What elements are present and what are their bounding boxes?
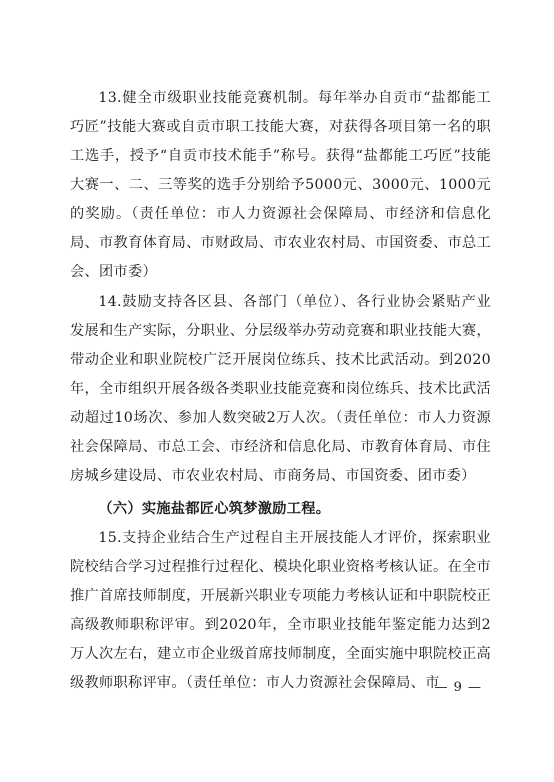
paragraph-13: 13.健全市级职业技能竞赛机制。每年举办自贡市“盐都能工巧匠”技能大赛或自贡市职工技能大赛，对获得各项目第一名的职工选手，授予“自贡市技术能手”称号。获得“盐都能工巧匠”技能大赛一、二、三等奖的选手分别给予5000元、3000元、1000元的奖励。（责任单位：市人力资源社会保障局、市经济和信息化局、市教育体育局、市财政局、市农业农村局、市国资委、市总工会、团市委） <box>70 90 491 280</box>
section-heading-6: （六）实施盐都匠心筑梦激励工程。 <box>98 501 331 517</box>
page-number: — 9 — <box>434 680 482 695</box>
paragraph-14: 14.鼓励支持各区县、各部门（单位）、各行业协会紧贴产业发展和生产实际，分职业、分层级举办劳动竞赛和职业技能大赛，带动企业和职业院校广泛开展岗位练兵、技术比武活动。到2020年，全市组织开展各级各类职业技能竞赛和岗位练兵、技术比武活动超过10场次、参加人数突破2万人次。（责任单位：市人力资源社会保障局、市总工会、市经济和信息化局、市教育体育局、市住房城乡建设局、市农业农村局、市商务局、市国资委、团市委） <box>70 294 491 484</box>
paragraph-15: 15.支持企业结合生产过程自主开展技能人才评价，探索职业院校结合学习过程推行过程化、模块化职业资格考核认证。在全市推广首席技师制度，开展新兴职业专项能力考核认证和中职院校正高级教师职称评审。到2020年，全市职业技能年鉴定能力达到2万人次左右，建立市企业级首席技师制度，全面实施中职院校正高级教师职称评审。（责任单位：市人力资源社会保障局、市 <box>70 530 491 691</box>
